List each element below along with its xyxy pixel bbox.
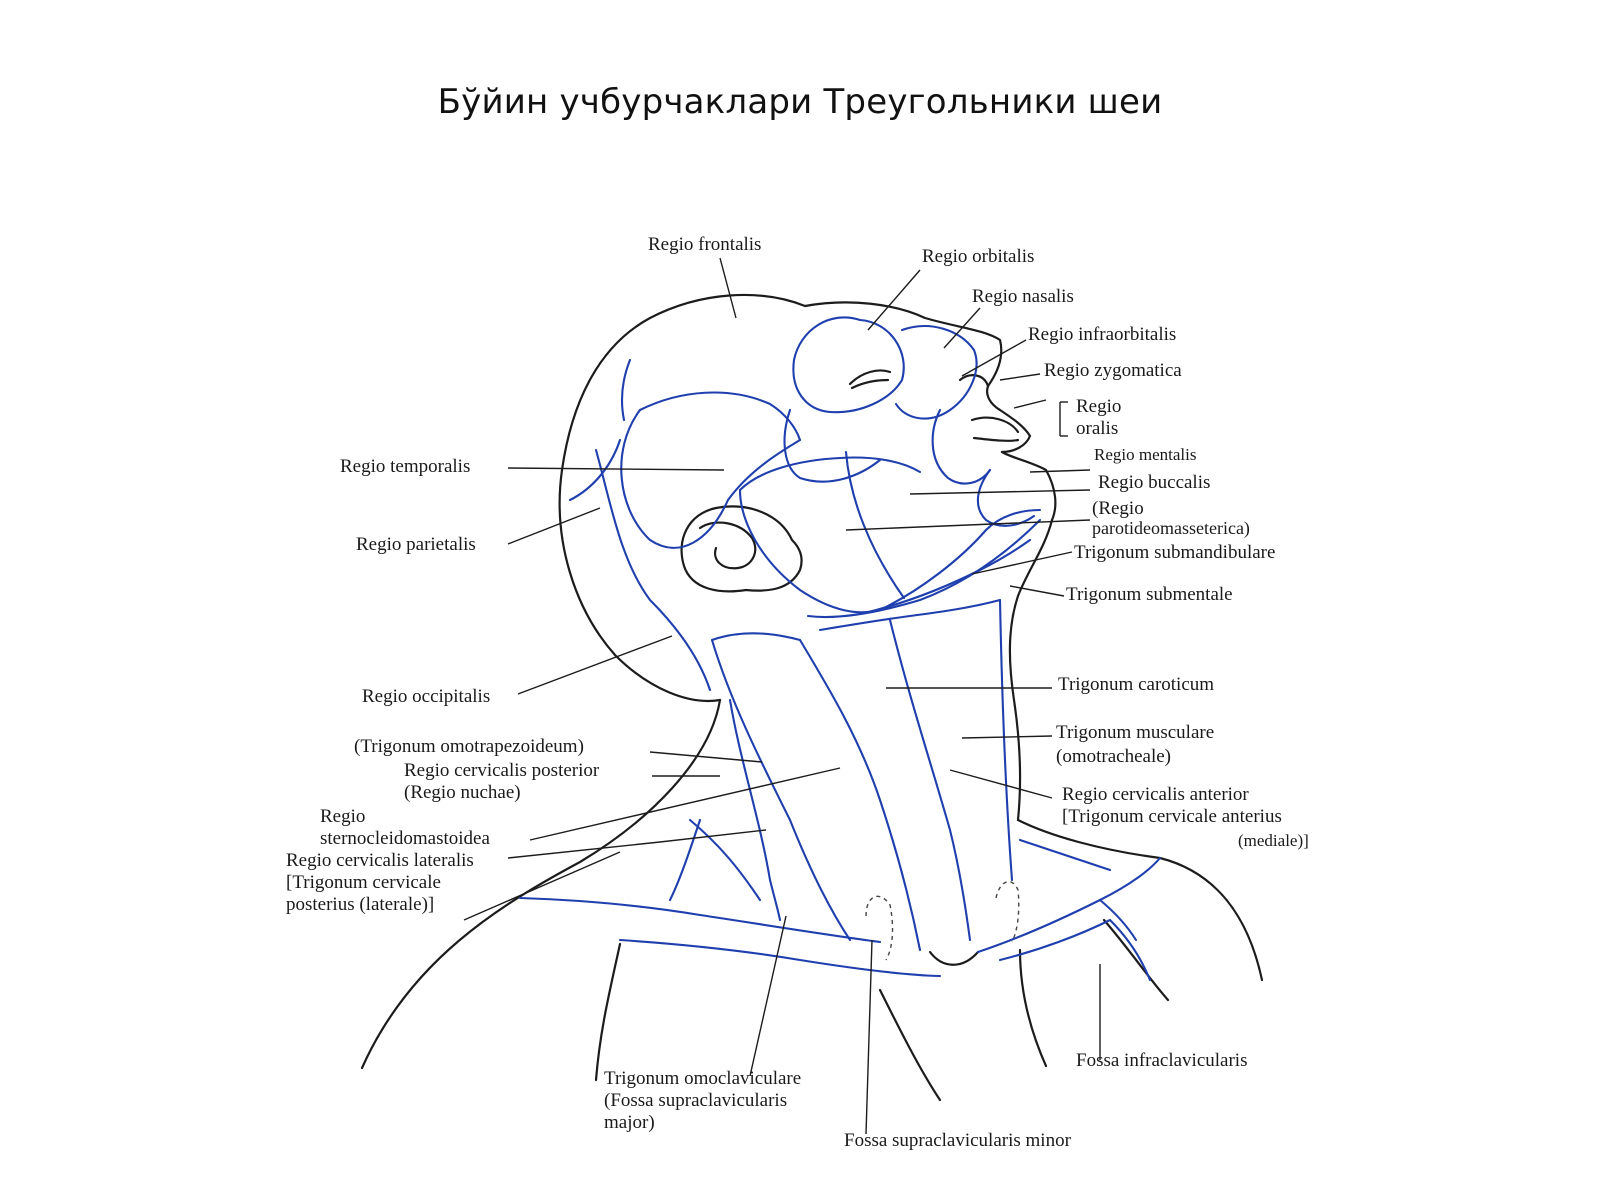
region-labels: [286, 234, 1309, 1151]
label-regio-temporalis: Regio temporalis: [340, 456, 471, 477]
label-parotideo-1: (Regio: [1092, 498, 1144, 519]
label-regio-occipitalis: Regio occipitalis: [362, 686, 491, 707]
label-regio-cervicalis-lateralis-1: Regio cervicalis lateralis: [286, 850, 474, 871]
label-fossa-supraclavicularis-minor: Fossa supraclavicularis minor: [844, 1130, 1071, 1151]
label-regio-cervicalis-posterior-1: Regio cervicalis posterior: [404, 760, 600, 781]
label-regio-orbitalis: Regio orbitalis: [922, 246, 1035, 267]
label-trigonum-omoclaviculare-1: Trigonum omoclaviculare: [604, 1068, 802, 1089]
label-regio-cervicalis-anterior-2: [Trigonum cervicale anterius: [1062, 806, 1282, 827]
label-regio-nasalis: Regio nasalis: [972, 286, 1074, 307]
label-regio-scm-2: sternocleidomastoidea: [320, 828, 490, 849]
label-trigonum-caroticum: Trigonum caroticum: [1058, 674, 1215, 695]
label-regio-oralis-1: Regio: [1076, 396, 1122, 417]
label-regio-cervicalis-anterior-1: Regio cervicalis anterior: [1062, 784, 1249, 805]
label-trigonum-musculare-2: (omotracheale): [1056, 746, 1171, 767]
label-regio-cervicalis-lateralis-2: [Trigonum cervicale: [286, 872, 441, 893]
label-regio-cervicalis-posterior-2: (Regio nuchae): [404, 782, 521, 803]
label-fossa-infraclavicularis: Fossa infraclavicularis: [1076, 1050, 1248, 1071]
leader-lines: [464, 258, 1100, 1134]
label-trigonum-musculare-1: Trigonum musculare: [1056, 722, 1215, 743]
label-regio-cervicalis-lateralis-3: posterius (laterale)]: [286, 894, 435, 915]
label-regio-frontalis: Regio frontalis: [648, 234, 762, 255]
label-trigonum-omoclaviculare-2: (Fossa supraclavicularis: [604, 1090, 788, 1111]
label-parotideo-2: parotideomasseterica): [1092, 518, 1250, 538]
label-regio-buccalis: Regio buccalis: [1098, 472, 1211, 493]
label-regio-zygomatica: Regio zygomatica: [1044, 360, 1182, 381]
label-trigonum-omotrapezoideum: (Trigonum omotrapezoideum): [354, 736, 584, 757]
slide-title: Бўйин учбурчаклари Треугольники шеи: [437, 82, 1163, 122]
label-regio-infraorbitalis: Regio infraorbitalis: [1028, 324, 1177, 345]
label-regio-mentalis: Regio mentalis: [1094, 445, 1197, 464]
label-regio-oralis-2: oralis: [1076, 418, 1119, 439]
region-boundaries: [520, 317, 1160, 980]
label-trigonum-submentale: Trigonum submentale: [1066, 584, 1233, 605]
body-outline: [362, 295, 1262, 1100]
label-regio-scm-1: Regio: [320, 806, 366, 827]
label-trigonum-submandibulare: Trigonum submandibulare: [1074, 542, 1276, 563]
label-regio-parietalis: Regio parietalis: [356, 534, 476, 555]
label-trigonum-omoclaviculare-3: major): [604, 1112, 655, 1133]
label-regio-cervicalis-anterior-3: (mediale)]: [1238, 831, 1309, 850]
